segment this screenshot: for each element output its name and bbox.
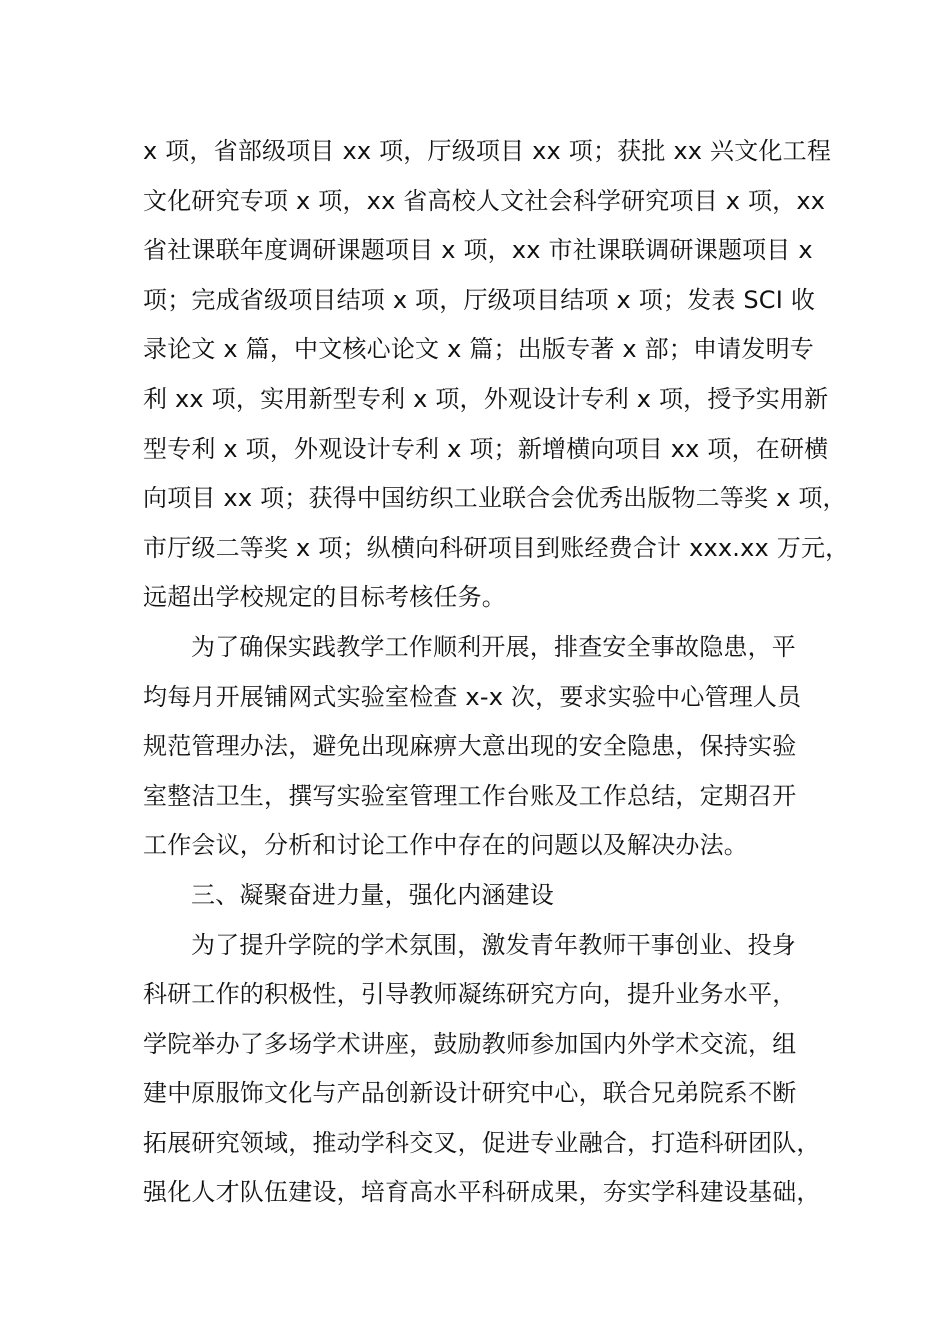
text-line: 向项目 xx 项；获得中国纺织工业联合会优秀出版物二等奖 x 项，: [143, 484, 847, 513]
text-line: 拓展研究领域，推动学科交叉，促进专业融合，打造科研团队，: [143, 1128, 821, 1157]
text-line: 工作会议，分析和讨论工作中存在的问题以及解决办法。: [143, 831, 748, 860]
text-line: 强化人才队伍建设，培育高水平科研成果，夯实学科建设基础，: [143, 1178, 821, 1207]
text-line: 规范管理办法，避免出现麻痹大意出现的安全隐患，保持实验: [143, 732, 797, 761]
text-line: x 项，省部级项目 xx 项，厅级项目 xx 项；获批 xx 兴文化工程: [143, 137, 832, 165]
paragraph-first-line: 为了确保实践教学工作顺利开展，排查安全事故隐患，平: [191, 632, 796, 661]
text-line: 均每月开展铺网式实验室检查 x-x 次，要求实验中心管理人员: [143, 682, 802, 711]
body-text: [143, 127, 850, 1218]
text-line: 项；完成省级项目结项 x 项，厅级项目结项 x 项；发表 SCI 收: [143, 285, 816, 314]
text-line: 文化研究专项 x 项，xx 省高校人文社会科学研究项目 x 项，xx: [143, 186, 826, 215]
text-line: 型专利 x 项，外观设计专利 x 项；新增横向项目 xx 项，在研横: [143, 434, 829, 463]
text-line: 省社课联年度调研课题项目 x 项，xx 市社课联调研课题项目 x: [143, 236, 813, 265]
text-line: 建中原服饰文化与产品创新设计研究中心，联合兄弟院系不断: [143, 1079, 797, 1108]
text-line: 学院举办了多场学术讲座，鼓励教师参加国内外学术交流，组: [143, 1029, 797, 1058]
paragraph-first-line: 为了提升学院的学术氛围，激发青年教师干事创业、投身: [191, 930, 796, 959]
text-line: 市厅级二等奖 x 项；纵横向科研项目到账经费合计 xxx.xx 万元，: [143, 533, 850, 562]
text-line: 科研工作的积极性，引导教师凝练研究方向，提升业务水平，: [143, 980, 797, 1009]
text-line: 室整洁卫生，撰写实验室管理工作台账及工作总结，定期召开: [143, 781, 797, 810]
text-line: 利 xx 项，实用新型专利 x 项，外观设计专利 x 项，授予实用新: [143, 384, 829, 413]
text-line: 录论文 x 篇，中文核心论文 x 篇；出版专著 x 部；申请发明专: [143, 335, 814, 364]
section-heading: 三、凝聚奋进力量，强化内涵建设: [191, 880, 554, 909]
text-line: 远超出学校规定的目标考核任务。: [143, 583, 506, 612]
